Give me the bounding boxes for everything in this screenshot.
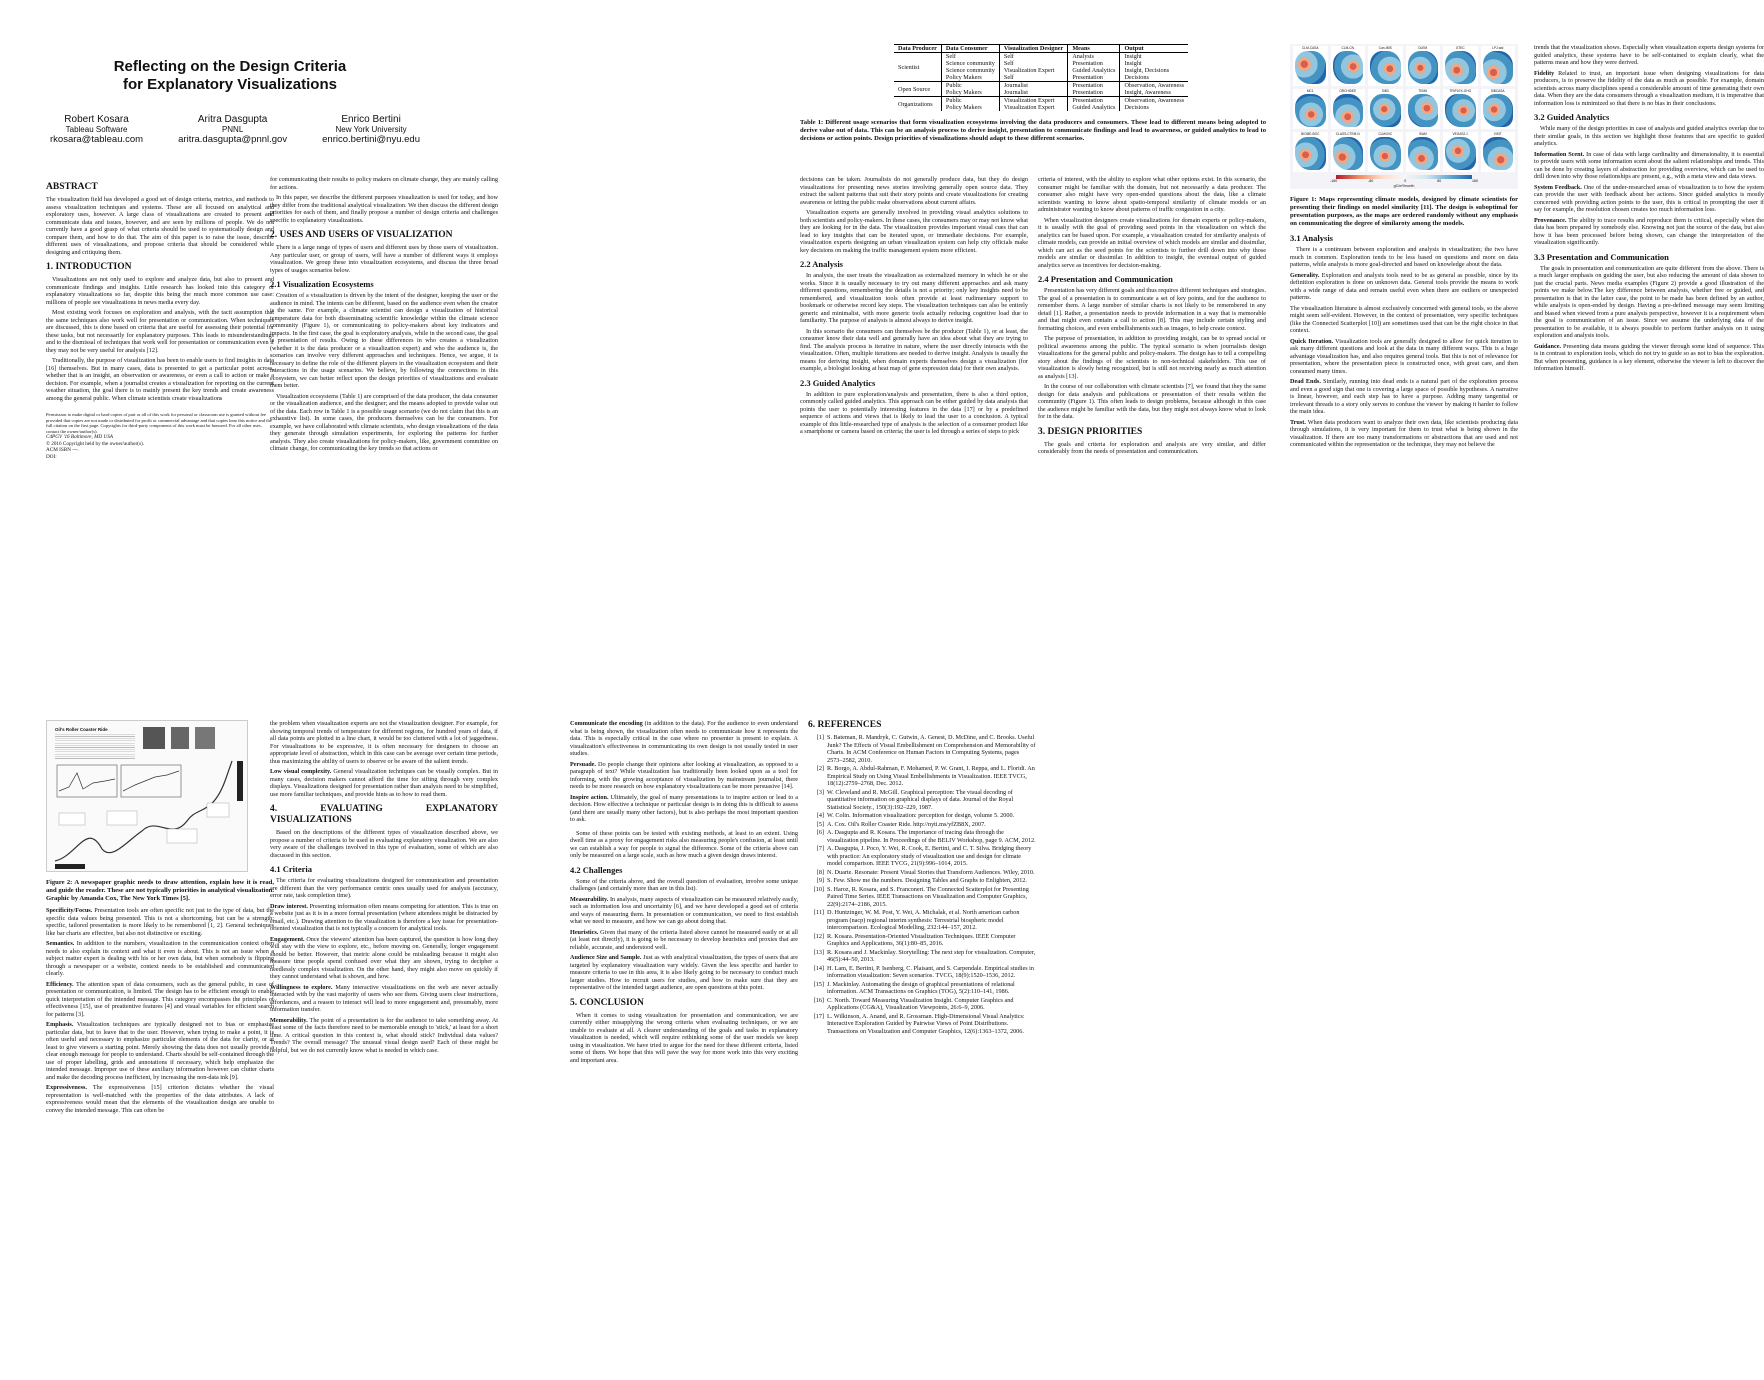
model-map-label: BIOME-BGC <box>1301 132 1320 136</box>
model-map <box>1443 132 1478 172</box>
model-map <box>1331 132 1366 172</box>
reference-item <box>808 812 1036 820</box>
table-row <box>894 82 1188 90</box>
abstract: The visualization field has developed a good set of design criteria, metrics, and methods to assess visualization techniques and systems. These are all focused on analytical and exploratory uses, however. A large class of visualizations are created to present and communicate data and issues, however, and are seen by millions of people. We do not currently have a good grasp of what criteria should be used to systematically design and compare them, and how to do that. The aim of this paper is to raise the issue, describe different uses of visualizations, and propose criteria that should be considered while designing and critiquing them. <box>46 196 274 256</box>
table-cell-producer: Scientist <box>898 63 920 71</box>
subsection-heading: 3.3 Presentation and Communication <box>1534 251 1669 262</box>
map-shape <box>1408 137 1439 170</box>
model-map <box>1293 89 1328 129</box>
map-shape <box>1408 51 1439 84</box>
model-map <box>1331 46 1366 86</box>
reference-text: S. Bateman, R. Mandryk, C. Gutwin, A. Genest, D. McDine, and C. Brooks. Useful Junk? The Effects of Visual Embellishment on Comprehension and Memorability of Charts. In ACM Conference on Human Factors in Computing Systems, pages 2573–2582, 2010. <box>827 734 1036 764</box>
roller-coaster-line <box>55 761 232 861</box>
author-block <box>50 114 420 145</box>
reference-item <box>808 949 1036 964</box>
table-cell: Visualization Expert <box>999 104 1067 111</box>
scale-tick-label: 0 <box>1404 179 1407 183</box>
paragraph: Inspire action. Ultimately, the goal of many presentations is to inspire action or lead to a decision. How effective a technique or particular design is in doing this is difficult to assess (and there are usually many other factors), but is also perhaps the most important question to ask. <box>570 793 798 823</box>
table-header-cell: Output <box>1120 45 1188 53</box>
model-map-label: CLM4VIC <box>1378 132 1393 136</box>
column-3 <box>800 176 1028 439</box>
paragraph: Some of the criteria above, and the overall question of evaluation, involve some unique challenges (and certainly more than are in this list). <box>570 877 798 892</box>
paragraph: The goals in presentation and communication are quite different from the above. There is a much larger emphasis on guiding the user, but also reducing the amount of data shown to just the crucial parts. News media examples (Figure 2) provide a good illustration of the points we make below.The key difference between analysis, whether free or guided, and presentation is that in the latter case, the point to be made has been defined by an author, while analysis is open-ended by design. Having a pre-defined message may seem limiting and biased when viewed from a pure analysis perspective, however it is a requirement when the goal is communication of an issue. Since we assume the underlying data of the presentation to be available, it is always possible to perform further analysis on it using exploration and analysis tools. <box>1534 264 1764 339</box>
model-map <box>1443 89 1478 129</box>
reference-item <box>808 845 1036 868</box>
paragraph: When it comes to using visualization for presentation and communication, we are currently either misapplying the wrong criteria when evaluating techniques, or we are unable to evaluate at all. A clearer understanding of the goals and tasks in explanatory visualization is needed, which will require rethinking some of the user models we keep using in visualization. We have tried to argue for the need for these different criteria, listed some of them. We hope that this will pave the way for more work into this very exciting and important area. <box>570 1011 798 1064</box>
map-shape <box>1370 51 1401 84</box>
model-map-label: CLM-CN <box>1341 46 1354 50</box>
table-cell: Self <box>999 60 1067 67</box>
paragraph: Specificity/Focus. Presentation tools are often specific not just to the type of data, but the specific data values being presented. This is not a shortcoming, but can be a strength: specific, tailored presentation is more likely to be remembered [1, 2]. General techniques like bar charts are effective, but also not distinctive or exciting. <box>46 907 274 937</box>
caption-bar <box>55 864 85 869</box>
author: Aritra Dasgupta PNNL aritra.dasgupta@pnnl.gov <box>178 114 288 145</box>
figure-1-maps <box>1290 44 1518 189</box>
table-cell: Analysis <box>1068 53 1120 61</box>
column-8 <box>270 720 498 1057</box>
model-map <box>1368 89 1403 129</box>
table-cell: Decisions <box>1120 74 1188 82</box>
reference-item <box>808 981 1036 996</box>
reference-number: [11] <box>813 909 824 916</box>
reference-number: [10] <box>813 885 824 893</box>
figure-2-caption: Figure 2: A newspaper graphic needs to draw attention, explain how it is read, and guide the reader. These are not typically priorities in analytical visualization. Graphic by Amanda Cox, The New York Times [5]. <box>46 879 274 902</box>
paragraph: Draw interest. Presenting information often means competing for attention. This is true on a website just as it is in a more formal presentation (where attendees might be distracted by email, etc.). Drawing attention to the visualization is therefore a key issue for presentation-oriented visualization that is not typically a concern for analytical tools. <box>270 902 499 932</box>
paragraph: decisions can be taken. Journalists do not generally produce data, but they do design visualizations for presenting news stories involving generally open source data. They extract the salient patterns that suit their story points and create visualizations for creating awareness or letting the public make observations about current affairs. <box>800 176 1028 206</box>
reference-text: W. Colin. Information visualization: perception for design, volume 5. 2000. <box>827 812 1015 819</box>
column-9b <box>570 720 798 1067</box>
reference-item <box>808 997 1036 1012</box>
model-map <box>1368 46 1403 86</box>
reference-item <box>808 829 1036 844</box>
table-1 <box>800 44 1266 143</box>
model-map-label: SiB3 <box>1381 89 1389 93</box>
reference-number: [16] <box>813 996 824 1004</box>
paragraph: System Feedback. One of the under-researched areas of visualization is to how the system can provide the user with feedback about her actions. Since guided analytics is mostly concerned with providing action points to the user, this is critical in prompting the user if say for example, the resolution chosen creates too much information loss. <box>1534 183 1764 213</box>
paragraph: The visualization literature is almost exclusively concerned with general tools, so the above might seem self-evident. However, in the context of presentation, very specific techniques (like the Connected Scatterplot [10]) are sometimes used that can be the right choice in that context. <box>1290 304 1518 334</box>
paragraph: Semantics. In addition to the numbers, visualization in the communication context often needs to also explain its context and what it even is about. This is not an issue when a subject matter expert is dealing with his or her own data, but when somebody is flipping through a newspaper or a website, context needs to be established and communicated clearly. <box>46 940 274 977</box>
subsection-heading: 3.2 Guided Analytics <box>1534 112 1610 122</box>
reference-text: L. Wilkinson, A. Anand, and R. Grossman. High-Dimensional Visual Analytics: Interactive Exploration Guided by Pairwise Views of Point Distributions. Transactions on Visualization and Computer Graphics, 12(6):1363–1372, 2006. <box>827 1012 1025 1035</box>
model-map <box>1368 132 1403 172</box>
inset-line <box>123 771 179 791</box>
table-header-cell: Data Producer <box>894 45 941 53</box>
usage-table <box>894 44 1188 111</box>
inset-chart-box <box>121 765 181 797</box>
model-map <box>1481 132 1516 172</box>
model-map-label: VEGAS2.1 <box>1452 132 1468 136</box>
map-shape <box>1333 137 1364 170</box>
model-map <box>1293 46 1328 86</box>
map-shape <box>1295 51 1326 84</box>
section-heading: 2. USES AND USERS OF VISUALIZATION <box>270 230 453 240</box>
section-heading: 3. DESIGN PRIORITIES <box>1038 426 1143 437</box>
section-heading: 6. REFERENCES <box>808 720 882 730</box>
paragraph: Presentation has very different goals and thus requires different techniques and strategies. The goal of a presentation is to communicate a set of key points, and for the audience to remember them. A large number of similar charts is not likely to be remembered in any detail [1]. Rather, a presentation needs to provide information in a way that is memorable and that might even contain a call to action [8]. This may include certain styling and formatting choices, and even embellishments such as images, to help create context. <box>1038 287 1266 332</box>
page-2 <box>800 0 1764 690</box>
table-header-cell: Means <box>1068 45 1120 53</box>
model-map-label: TEM6 <box>1418 89 1427 93</box>
map-shape <box>1370 137 1401 170</box>
table-cell: Self <box>999 74 1067 82</box>
reference-number: [8] <box>816 868 824 876</box>
table-cell: Policy Makers <box>941 74 999 82</box>
reference-item <box>808 821 1036 829</box>
subsection-heading: 3.1 Analysis <box>1290 233 1333 243</box>
reference-number: [4] <box>816 812 824 819</box>
reference-text: A. Cox. Oil's Roller Coaster Ride. http://nyti.ms/yfZB8X, 2007. <box>827 820 986 828</box>
model-map-label: CLM-CASA <box>1302 46 1319 50</box>
paragraph: There is a continuum between exploration and analysis in visualization; the two have much in common. Exploration tends to be less based on questions and more on data patterns, while analysis is more goal-directed and based on knowledge about the data. <box>1290 246 1518 268</box>
reference-number: [13] <box>813 948 824 956</box>
table-header-row <box>894 45 1188 53</box>
table-header-cell: Visualization Designer <box>999 45 1067 53</box>
model-map <box>1406 46 1441 86</box>
map-shape <box>1408 94 1439 127</box>
column-10b <box>808 720 1036 1036</box>
paragraph: Measurability. In analysis, many aspects of visualization can be measured relatively easily, such as information loss and uncertainty [6], and we have developed a good set of criteria and ways of measuring them. In presentation or communication, we need to first establish what we need to measure, and how we can go about doing that. <box>570 895 798 925</box>
model-map <box>1443 46 1478 86</box>
paragraph: Willingness to explore. Many interactive visualizations on the web are never actually interacted with by the vast majority of users who see them. Giving users clear instructions, affordances, and a reason to interact will lead to more engagement and, presumably, more information transfer. <box>270 983 498 1013</box>
model-map-label: SiBCASA <box>1490 89 1505 93</box>
paragraph: Based on the descriptions of the different types of visualization described above, we propose a number of criteria to be used in evaluating explanatory visualization. We are also very aware of the challenges involved in this type of evaluation, some of which are also discussed in this section. <box>270 829 498 859</box>
reference-text: H. Lam, E. Bertini, P. Isenberg, C. Plaisant, and S. Carpendale. Empirical studies in information visualization: Seven scenarios. TVCG, 18(9):1520–1536, 2012. <box>827 964 1034 979</box>
model-map-label: ISAM <box>1418 132 1427 136</box>
paragraph: Persuade. Do people change their opinions after looking at visualization, as opposed to a paragraph of text? While visualization has traditionally been looked upon as a tool for informing, with the growing acceptance of visualization by mainstream journalist, there needs to be more research on how explanatory visualizations can be more persuasive [14]. <box>570 760 798 790</box>
subsection-heading: 2.4 Presentation and Communication <box>1038 274 1173 284</box>
reference-text: A. Dasgupta and R. Kosara. The importance of tracing data through the visualization pipeline. In Proceedings of the BELIV Workshop, page 9. ACM, 2012. <box>827 829 1036 844</box>
annotation-box <box>59 813 85 825</box>
figure-1-caption: Figure 1: Maps representing climate models, designed by climate scientists for presenting their findings on model similarity [11]. The design is suboptimal for presentation purposes, as the maps are ordered randomly without any emphasis on communicating the degree of similaroty among the models. <box>1290 196 1518 227</box>
table-cell: Public <box>941 82 999 90</box>
paragraph: The criteria for evaluating visualizations designed for communication and presentation are different than the very performance centric ones usually used for analysis (accuracy, error rate, task completion time). <box>270 877 498 899</box>
paragraph: Guidance. Presenting data means guiding the viewer through some kind of sequence. This is in contrast to exploration tools, which do not try to guide so as not to bias the exploration. But when presenting, guidance is a key element, otherwise the viewer is left to discover the information himself. <box>1534 342 1764 372</box>
reference-text: A. Dasgupta, J. Poco, Y. Wei, R. Cook, E. Bertini, and C. T. Silva. Bridging theory with practice: An exploratory study of visualization use and design for climate model comparison. IEEE TVCG, 21(9):996–1014, 2015. <box>827 845 1032 867</box>
page-1 <box>0 0 800 690</box>
column-4 <box>1038 176 1266 459</box>
paragraph: In the course of our collaboration with climate scientists [7], we found that they the same design for data analysis and publications or presentation of their results within the community (Figure 1). This often leads to design problems, because although in this case the audience might be familiar with the data, but they might not always know what to look for in the data. <box>1038 383 1266 420</box>
table-row <box>894 97 1188 105</box>
reference-text: N. Duarte. Resonate: Present Visual Stories that Transform Audiences. Wiley, 2010. <box>827 868 1035 876</box>
map-shape <box>1445 94 1476 127</box>
reference-item <box>808 869 1036 877</box>
table-cell: Science community <box>941 60 999 67</box>
side-bar <box>237 761 243 801</box>
table-cell: Guided Analytics <box>1068 67 1120 74</box>
reference-text: S. Haroz, R. Kosara, and S. Franconeri. The Connected Scatterplot for Presenting Paired Time Series. IEEE Transactions on Visualization and Computer Graphics, 22(9):2174–2186, 2015. <box>827 885 1029 908</box>
paragraph: Some of these points can be tested with existing methods, at least to an extent. Using dwell time as a proxy for engagement risks also measuring people's confusion, at least until we can establish a way for people to signal the difference. Some of the criteria above can only be measured on a large scale, such as how much a given design draws interest. <box>570 829 798 859</box>
paragraph: Memorability. The point of a presentation is for the audience to take something away. At least some of the facts therefore need to be memorable enough to 'stick,' at least for a short time. A critical question in this context is, what should stick? Individual data values? Trends? The overall message? The unusual visual design used? Each of these might be helpful, but we do not currently know what is needed in which case. <box>270 1016 499 1054</box>
paragraph: Heuristics. Given that many of the criteria listed above cannot be measured easily or at all (at least not directly), it is going to be necessary to develop heuristics and proxies that are reliable, accurate, and understood well. <box>570 928 798 951</box>
model-map-label: GTEC <box>1455 46 1465 50</box>
reference-text: R. Borgo, A. Abdul-Rahman, F. Mohamed, P. W. Grant, I. Reppa, and L. Floridi. An Empirical Study on Using Visual Embellishments in Visualization. IEEE TVCG, 18(12):2759–2768, Dec. 2012. <box>827 765 1035 787</box>
reference-text: R. Kosara. Presentation-Oriented Visualization Techniques. IEEE Computer Graphics and Applications, 36(1):80–85, 2016. <box>827 932 1016 947</box>
reference-text: S. Few. Show me the numbers. Designing Tables and Graphs to Enlighten, 2012. <box>827 877 1027 884</box>
paragraph: trends that the visualization shows. Especially when visualization experts design systems for guided analytics, these systems have to be self-contained to explain clearly, what the patterns mean and how they were derived. <box>1534 44 1764 66</box>
paragraph: Emphasis. Visualization techniques are typically designed not to bias or emphasize particular data, but to leave that to the user. However, when trying to make a point, it is often useful and necessary to emphasize particular elements of the data for clarity, or at least to give viewers a starting point. Merely showing the data does not usually provide a clear enough message for people to understand. Charts should be self-contained through the use of proper labelling, grids and annotations if necessary, which help emphasize the intended message. Improper use of these auxiliary information however can clutter charts and make the decoding process inefficient, by increasing the non-data ink [9]. <box>46 1021 274 1081</box>
model-map <box>1293 132 1328 172</box>
model-map-label: CLASS-CTEM-N <box>1335 132 1360 136</box>
map-shape <box>1333 94 1364 127</box>
paragraph: There is a large range of types of users and different uses by those users of visualization. Any particular user, or group of users, will have a number of different ways it employs visualization. We group these into visualization ecosystems, and discuss the three broad types of usages scenarios below. <box>270 244 498 274</box>
table-cell: Self <box>941 53 999 61</box>
paragraph: In addition to pure exploration/analysis and presentation, there is also a third option, commonly called guided analytics. This approach can be either guided by data analysis that points the user to potentially interesting features in the data [17] or by a predefined sequence of actions and views that is likely to lead the user to a conclusion. A typical example of this little-researched type of analysis is the selection of a consumer product like a smartphone or camera based on criteria; the user is led through a series of steps to pick <box>800 390 1028 435</box>
figure-2-graphic <box>46 720 248 872</box>
paragraph: Engagement. Once the viewers' attention has been captured, the question is how long they will stay with the view to explore, etc., before moving on. Generally, longer engagement should be better. However, that metric alone could be misleading because it might also measure time people spend confused over what they are shown, trying to decipher a needlessly complex visualization. On the other hand, they might also move on quickly if they cannot understand what is shown, and how. <box>270 935 499 980</box>
model-map-label: VISIT <box>1493 132 1502 136</box>
reference-list <box>808 734 1036 1035</box>
column-2 <box>270 176 498 456</box>
paragraph: Visualization experts are generally involved in providing visual analytics solutions to both scientists and policy-makers. In these cases, the consumers may or may not know what they are looking for in the data. The visualization provides important visual cues that can lead to key insights that can be iterated upon, or immediate decisions. For example, visualization experts designing an urban visualization system can help city officials make key decisions on making the traffic management system more efficient. <box>800 209 1028 254</box>
inset-line <box>59 773 115 791</box>
paragraph: In this paper, we describe the different purposes visualization is used for today, and how they differ from the traditional analytical visualization. We then discuss the different design priorities for each of them, and finally propose a number of design criteria and challenges specific to explanatory visualizations. <box>270 194 498 224</box>
reference-item <box>808 877 1036 885</box>
model-map <box>1331 89 1366 129</box>
table-cell: Journalist <box>999 82 1067 90</box>
paragraph: Traditionally, the purpose of visualization has been to enable users to find insights in data [16] themselves. But in many cases, data is presented to get a particular point across, whether that is an insight, an observation or awareness, or even a call to action or make a decision. For example, when a journalist creates a visualization for reporting on the current weather situation, the goal there is to mainly present the key trends and create awareness among the general public. When climate scientists create visualizations <box>46 357 274 402</box>
annotation-box <box>167 829 197 843</box>
map-shape <box>1445 51 1476 84</box>
subsection-heading: 4.1 Criteria <box>270 864 313 874</box>
table-cell: Visualization Expert <box>999 97 1067 105</box>
table-header-cell: Data Consumer <box>941 45 999 53</box>
paragraph: When visualization designers create visualizations for domain experts or policy-makers, it is usually with the goal of providing seed points in the visualization on which the analytics can be based upon. For example, a visualization created for similarity analysis of climate models, can provide an initial overview of which models are similar and dissimilar, which can act as the seed points for the scientists to further drill down into why those models are similar or dissimilar. In addition to insight, the eventual output of guided analytics serve as incentives for decision-making. <box>1038 216 1266 269</box>
figure-2-curve <box>47 721 247 871</box>
reference-item <box>808 965 1036 980</box>
reference-item <box>808 933 1036 948</box>
paragraph: for communicating their results to policy makers on climate change, they are mainly calling for actions. <box>270 176 498 191</box>
color-scale-unit: gC/m²/month <box>1393 184 1415 188</box>
paragraph: Expressiveness. The expressiveness [15] criterion dictates whether the visual representation is well-matched with the properties of the data attributes. A lack of expressiveness would mean that the elements of the visualization design are unable to convey the intended message. This can often be <box>46 1084 275 1114</box>
paragraph: Low visual complexity. General visualization techniques can be visually complex. But in many cases, decision makers cannot afford the time for sifting through very complex displays. Visualizations designed for presentation rather than analysis need to be simplified, use more familiar techniques, and provide hints as to how to read them. <box>270 768 498 798</box>
table-cell: Journalist <box>999 89 1067 97</box>
table-cell: Insight, Decisions <box>1120 67 1188 74</box>
permission-notice: Permission to make digital or hard copies of part or all of this work for personal or classroom use is granted without fee provided that copies are not made or distributed for profit or commercial advantage and that copies bear this notice and the full citation on the first page. Copyrights for third-party components of this work must be honored. For all other uses, contact the owner/author(s). C4PGV '16 Baltimore, MD USA © 2016 Copyright held by the owner/author(s). ACM ISBN ---. DOI: <box>46 412 272 460</box>
model-map <box>1406 132 1441 172</box>
table-cell: Observation, Awareness <box>1120 97 1188 105</box>
map-shape <box>1370 94 1401 127</box>
reference-number: [7] <box>816 845 824 852</box>
paragraph: criteria of interest, with the ability to explore what other options exist. In this scenario, the consumer might be familiar with the domain, but not necessarily a data producer. The consumer also might have very open-ended questions about the data, like a climate scientists wanting to know about spatio-temporal similarity of climate models or an administrator wanting to know about patterns of traffic congestion in a city. <box>1038 176 1266 213</box>
table-cell: Presentation <box>1068 89 1120 97</box>
author: Robert Kosara Tableau Software rkosara@tableau.com <box>50 114 144 145</box>
table-cell: Presentation <box>1068 97 1120 105</box>
paper-title: Reflecting on the Design Criteria for Explanatory Visualizations <box>113 58 347 93</box>
column-5 <box>1290 44 1518 452</box>
author: Enrico Bertini New York University enrico.bertini@nyu.edu <box>322 114 420 145</box>
subsection-heading: 2.1 Visualization Ecosystems <box>270 279 374 289</box>
reference-number: [5] <box>816 820 824 828</box>
paragraph: Visualization ecosystems (Table 1) are comprised of the data producer, the data consumer or the visualization audience, and the designer; and the means adopted to provide value out of the data. Each row in Table 1 is a possible usage scenario (we do not claim that this is an exhaustive list). In some cases, the producers themselves can be the consumers. For example, we have collaborated with climate scientists, who design visualizations of the data they generate through simulation experiments, for exploring the patterns for further analysis. They also create visualizations for policy-makers, like, government committee on climate change, for communicating the key trends so that actions or <box>270 392 498 452</box>
section-heading: 5. CONCLUSION <box>570 997 644 1008</box>
reference-item <box>808 909 1036 932</box>
paragraph: Fidelity Related to trust, an important issue when designing visualizations for data producers, is to preserve the fidelity of the data as much as possible. For example, domain scientists across many disciplines spend a considerable amount of time generating their own data. When they are the data consumers through a visualization medium, it is imperative that information loss is minimized so that there is no bias in their conclusions. <box>1534 69 1764 107</box>
column-7 <box>46 720 274 1117</box>
paragraph: Visualizations are not only used to explore and analyze data, but also to present and communicate findings and insights. Little research has looked into this category of explanatory visualizations so far, despite this being the much more common use case: millions of people see visualizations in news media every day. <box>46 276 274 306</box>
model-map-label: ORCHIDEE <box>1339 89 1357 93</box>
map-shape <box>1483 51 1514 84</box>
paragraph: Dead Ends. Similarly, running into dead ends is a natural part of the exploration process and even a good sign that one is covering a large space of possible hypotheses. A narrative is linear, however, and each step has to have a purpose. Adding many tangential or irrelevant threads to a story only serves to confuse the viewer by making it harder to follow the main idea. <box>1290 378 1519 415</box>
column-6 <box>1534 44 1764 376</box>
table-row <box>894 53 1188 61</box>
paragraph: Quick Iteration. Visualization tools are generally designed to allow for quick iteration to ask many different questions and look at the data in many different ways. This is a huge advantage visualization has, and also requires general tools. But this is not of relevance for presentation, where the presentation piece is constructed once, with great care, and then consumed many times. <box>1290 337 1519 375</box>
reference-item <box>808 1013 1036 1036</box>
table-cell: Guided Analytics <box>1068 104 1120 111</box>
annotation-box <box>207 803 229 817</box>
color-scale-labels <box>1330 179 1478 183</box>
table-cell: Self <box>999 53 1067 61</box>
reference-number: [17] <box>813 1012 824 1020</box>
table-cell: Presentation <box>1068 74 1120 82</box>
reference-number: [12] <box>813 932 824 940</box>
subsection-heading: 2.3 Guided Analytics <box>800 377 876 388</box>
paragraph: The purpose of presentation, in addition to providing insight, can be to spread social or political awareness among the public. The typical scenario is when journalists design visualizations for the general public and policy-makers. The design has to tell a compelling story about the findings of the scientists to non-technical stakeholders. This use of visualization is slowly being recognized, but is still not receiving nearly as much attention as analysis [13]. <box>1038 335 1266 380</box>
model-map-label: Can-IBIS <box>1378 46 1392 50</box>
table-cell: Policy Makers <box>941 104 999 111</box>
model-map-label: MC1 <box>1306 89 1314 93</box>
section-heading: 1. INTRODUCTION <box>46 262 132 272</box>
table-cell: Science community <box>941 67 999 74</box>
paragraph: Trust. When data producers want to analyze their own data, like scientists producing data through simulations, it is very important for them to trust what is being shown in the visualization. If there are too many transformations or abstractions that are used and not communicated within the representation or the technique, they may not believe the <box>1290 418 1518 448</box>
reference-item <box>808 765 1036 788</box>
paragraph: Generality. Exploration and analysis tools need to be as general as possible, since by its definition exploration is done on unknown data. General tools provide the means to work with a wide range of data and remain useful even when there are outliers or unexpected patterns. <box>1290 271 1518 301</box>
table-cell: Presentation <box>1068 60 1120 67</box>
reference-number: [2] <box>816 765 824 772</box>
paragraph: Creation of a visualization is driven by the intent of the designer, keeping the user or the audience in mind. The intents can be different, based on the audience even when the creator is the same. For example, a climate scientist can design a visualization of historical temperature data for both disseminating scientific knowledge within the climate science community (Figure 1), or communicating to policy-makers about key indicators and impacts. In the first case, the goal is exploratory analysis, while in the second case, the goal is presentation of results. Owing to these differences in who creates a visualization (whether it is the data producer or a visualization expert) and who the audience is, the scenarios can involve very different approaches and techniques. Hence, we argue, it is necessary to define the role of the different players in the visualization ecosystem and their interactions in the usage scenarios. We believe, by following the connections in this ecosystem, we can better reflect upon the design priorities of visualizations and evaluate them better. <box>270 292 498 389</box>
section-heading: 4. EVALUATING EXPLANATORY VISUALIZATIONS <box>270 804 498 825</box>
table-cell-producer: Organizations <box>894 97 941 112</box>
reference-text: R. Kosara and J. Mackinlay. Storytelling: The next step for visualization. Computer, 46(5):44–50, 2013. <box>827 948 1036 963</box>
reference-number: [6] <box>816 829 824 836</box>
map-shape <box>1295 137 1326 170</box>
reference-item <box>808 789 1036 812</box>
table-cell: Insight, Awareness <box>1120 89 1188 97</box>
table-cell-producer: Open Source <box>894 82 941 97</box>
paragraph: In analysis, the user treats the visualization as externalized memory in which he or she works. Since it is usually necessary to try out many different approaches and ask many different questions, remembering the details is not a priority; only key insights need to be remembered, and visualization tools often provide at least rudimentary support to bookmark or otherwise record key steps. The visualization techniques can also be entirely generic and minimalist, with more generic tools actually reducing cognitive load due to familiarity. The purpose of analysis is almost always to derive insight. <box>800 272 1028 324</box>
scale-tick-label: 80 <box>1437 179 1442 183</box>
reference-text: W. Cleveland and R. McGill. Graphical perception: The visual decoding of quantitative information on graphical displays of data. Journal of the Royal Statistical Society., 150(3):192–229, 1987. <box>827 788 1014 811</box>
paragraph: Efficiency. The attention span of data consumers, such as the general public, in case of presentation or communication, is limited. The design has to be efficient enough to enable quick interpretation of the intended message. This category encompasses the principles of effectiveness [15], use of preattentive features [4] and visual variables for efficient search for patterns [3]. <box>46 980 274 1018</box>
reference-number: [15] <box>813 980 824 988</box>
subsection-heading: 4.2 Challenges <box>570 864 623 875</box>
column-1 <box>46 176 274 460</box>
reference-text: C. North. Toward Measuring Visualization Insight. Computer Graphics and Applications (CG&A), Visualization Viewpoints, 26:6–9, 2006. <box>827 996 1014 1011</box>
model-map-label: LPJ-wsl <box>1492 46 1504 50</box>
paragraph: Audience Size and Sample. Just as with analytical visualization, the types of users that are targeted by explanatory visualization vary widely. Given the less specific and harder to measure criteria to use in this area, it is also likely going to be necessary to conduct much larger studies. How to recruit users for studies, and how to make sure that they are representative of the intended target audience, are open questions at this point. <box>570 954 798 991</box>
figure-2-title: Oil's Roller Coaster Ride <box>55 727 108 732</box>
model-map <box>1481 89 1516 129</box>
table-cell: Decisions <box>1120 104 1188 111</box>
model-map-label: TRIPLEX-GHG <box>1449 89 1472 93</box>
paragraph: Communicate the encoding (in addition to the data). For the audience to even understand what is being shown, the visualization often needs to communicate how it represents the data. This is especially critical in the case where no presenter is present to explain. A visualization's effectiveness in communicating its own design is not usually tested in user studies. <box>570 720 799 757</box>
scale-tick-label: -80 <box>1368 179 1374 183</box>
scale-tick-label: -160 <box>1330 179 1338 183</box>
table-caption: Table 1: Different usage scenarios that form visualization ecosystems involving the data producers and consumers. These lead to different means being adopted to derive value out of data. This can be an analysis process to derive insight, presentation to communicate findings and lead to awareness, or guided analytics to lead to decisions or action points. Design priorities of visualizations should adapt to these different scenarios. <box>800 119 1266 142</box>
paragraph: While many of the design priorities in case of analysis and guided analytics overlap due to their similar goals, in this section we highlight those features that are specific to guided analytics. <box>1534 125 1764 147</box>
paragraph: In this scenario the consumers can themselves be the producer (Table 1), or at least, the consumer know their data well and generally have an idea about what they are trying to find. The analysis process is iterative in nature, where the user directly interacts with the visualization. Often, multiple iterations are needed to derive insight. Analysis is usually the means for deriving insight, when domain experts themselves design a visualization (for example, a biologist looking at heat map of gene expression data) for their own analysis. <box>800 327 1028 372</box>
table-cell: Insight <box>1120 53 1188 61</box>
map-shape <box>1483 137 1514 170</box>
paragraph: the problem when visualization experts are not the visualization designer. For example, for showing temporal trends of temperature for different regions, for hundred years of data, if all data points are plotted in a line chart, it would be too cluttered with a lot of jaggedness. For visualizations to be expressive, it is often necessary for designers to choose an appropriate level of abstraction, which in this case can be average over certain time periods, thus maximizing the ability of users to observe or be aware of the salient trends. <box>270 720 498 765</box>
reference-item <box>808 886 1036 909</box>
table-cell: Presentation <box>1068 82 1120 90</box>
paragraph: Most existing work focuses on exploration and analysis, with the tacit assumption that the same techniques also work well for presentation or communication. When techniques are discussed, this is done based on criteria that are useful for assessing their potential for these tasks, but not necessarily for explanatory purposes. This leads to misunderstandings and to the dismissal of techniques that work well for presentation or communication even if they may not be very useful for analysis [12]. <box>46 309 274 354</box>
annotation-box <box>107 811 137 825</box>
reference-item <box>808 734 1036 764</box>
reference-text: J. Mackinlay. Automating the design of graphical presentations of relational information. ACM Transactions on Graphics (TOG), 5(2):110–141, 1986. <box>827 980 1015 995</box>
reference-text: D. Huntzinger, W. M. Post, Y. Wei, A. Michalak, et al. North american carbon program (nacp) regional interim synthesis: Terrestrial biospheric model intercomparison. Ecological Modelling, 232:144–157, 2012. <box>827 909 1020 931</box>
table-cell: Visualization Expert <box>999 67 1067 74</box>
reference-number: [3] <box>816 788 824 796</box>
reference-number: [9] <box>816 877 824 884</box>
model-map <box>1406 89 1441 129</box>
paragraph: Provenance. The ability to trace results and reproduce them is critical, especially when the data has been prepared by somebody else. Knowing not just the source of the data, but also how it has been processed before being shown, can change the interpretation of the visualization significantly. <box>1534 216 1764 246</box>
reference-number: [14] <box>813 964 824 972</box>
table-cell: Public <box>941 97 999 105</box>
paragraph: The goals and criteria for exploration and analysis are very similar, and differ considerably from the needs of presentation and communication. <box>1038 440 1266 455</box>
subsection-heading: 2.2 Analysis <box>800 259 843 269</box>
paragraph: Information Scent. In case of data with large cardinality and dimensionality, it is essential to provide users with some information scent about the salient relationships and trends. This can be done by creating layers of abstraction for providing overview, which can be used to drill down into why those relationships are present, e.g., with a meta view and data views. <box>1534 150 1764 180</box>
model-map-label: DLEM <box>1418 46 1428 50</box>
table-cell: Policy Makers <box>941 89 999 97</box>
map-shape <box>1483 94 1514 127</box>
reference-number: [1] <box>816 734 824 741</box>
abstract-heading: ABSTRACT <box>46 182 98 192</box>
map-shape <box>1445 137 1476 170</box>
scale-tick-label: 160 <box>1471 179 1478 183</box>
map-shape <box>1295 94 1326 127</box>
inset-chart-box <box>57 765 117 797</box>
model-map <box>1481 46 1516 86</box>
table-cell: Insight <box>1120 60 1188 67</box>
table-cell: Observation, Awareness <box>1120 82 1188 90</box>
map-shape <box>1333 51 1364 84</box>
